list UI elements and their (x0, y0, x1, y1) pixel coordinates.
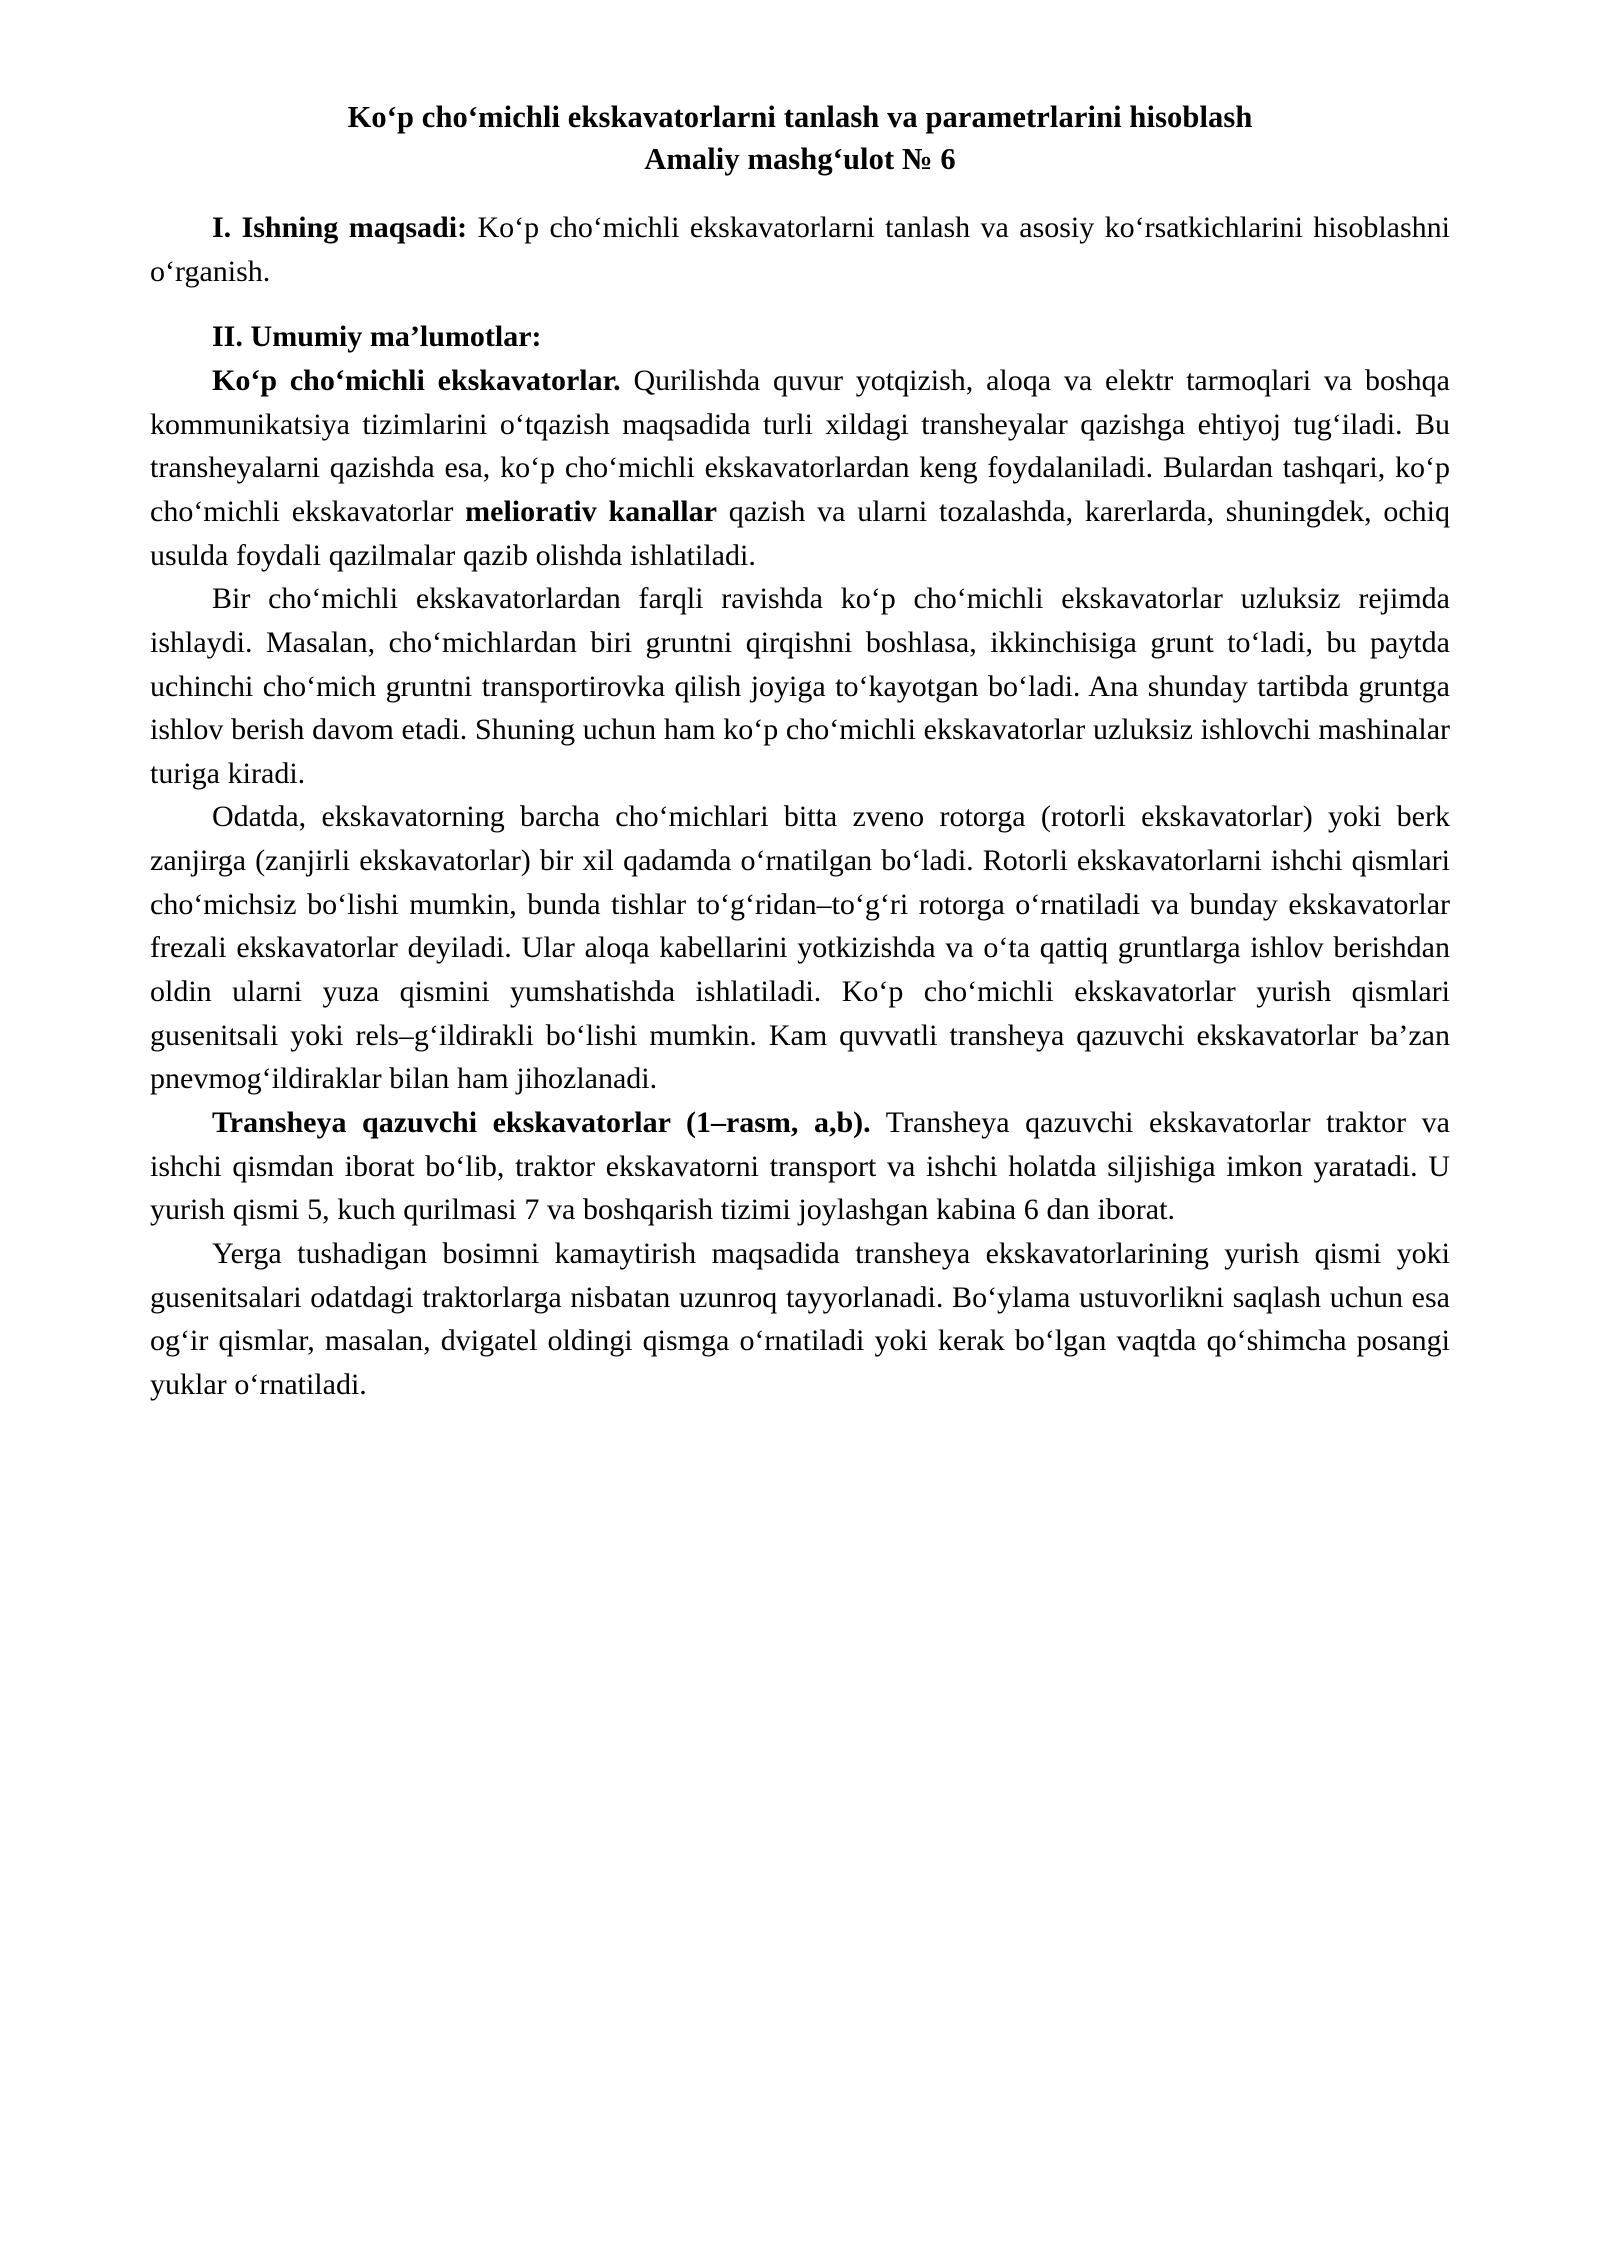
spacer (150, 293, 1450, 315)
paragraph-goal (150, 206, 1450, 293)
page-title-line-2: Amaliy mashg‘ulot № 6 (644, 142, 956, 177)
page-title (150, 96, 1450, 180)
paragraph-ground-pressure: Yerga tushadigan bosimni kamaytirish maqsadida transheya ekskavatorlarining yurish qismi yoki gusenitsalari odatdagi traktorlarga nisbatan uzunroq tayyorlanadi. Bo‘ylama ustuvorlikni saqlash uchun esa og‘ir qismlar, masalan, dvigatel oldingi qismga o‘rnatiladi yoki kerak bo‘lgan vaqtda qo‘shimcha posangi yuklar o‘rnatiladi. (150, 1236, 1450, 1401)
paragraph-text-1b: qazish va ularni tozalashda, karerlarda, shuningdek, ochiq usulda foydali qazilmalar qazib olishda ishlatiladi. (150, 495, 1451, 572)
paragraph-continuous-operation: Bir cho‘michli ekskavatorlardan farqli ravishda ko‘p cho‘michli ekskavatorlar uzluksiz rejimda ishlaydi. Masalan, cho‘michlardan biri gruntni qirqishni boshlasa, ikkinchisiga grunt to‘ladi, bu paytda uchinchi cho‘mich gruntni transportirovka qilish joyiga to‘kayotgan bo‘ladi. Ana shunday tartibda gruntga ishlov berish davom etadi. Shuning uchun ham ko‘p cho‘michli ekskavatorlar uzluksiz ishlovchi mashinalar turiga kiradi. (150, 582, 1450, 790)
paragraph-trench-excavators (150, 1101, 1450, 1232)
page-title-line-1: Ko‘p cho‘michli ekskavatorlarni tanlash va parametrlarini hisoblash (347, 100, 1253, 134)
paragraph-text-1a: Qurilishda quvur yotqizish, aloqa va elektr tarmoqlari va boshqa kommunikatsiya tizimlarini o‘tqazish maqsadida turli xildagi transheyalar qazishga ehtiyoj tug‘iladi. Bu transheyalarni qazishda esa, ko‘p cho‘michli ekskavatorlardan keng foydalaniladi. Bulardan tashqari, ko‘p cho‘michli ekskavatorlar (150, 364, 1450, 528)
paragraph-lead-4: Transheya qazuvchi ekskavatorlar (1–rasm, a,b). (212, 1105, 871, 1139)
goal-heading: I. Ishning maqsadi: (212, 211, 468, 245)
paragraph-multi-bucket-excavators (150, 359, 1450, 577)
heading-general-info (150, 315, 1450, 359)
paragraph-lead-1: Ko‘p cho‘michli ekskavatorlar. (212, 364, 621, 398)
paragraph-bold-meliorativ-kanallar: meliorativ kanallar (465, 495, 717, 528)
general-heading: II. Umumiy ma’lumotlar: (212, 320, 542, 354)
paragraph-rotor-chain-types: Odatda, ekskavatorning barcha cho‘michlari bitta zveno rotorga (rotorli ekskavatorlar) yoki berk zanjirga (zanjirli ekskavatorlar) bir xil qadamda o‘rnatilgan bo‘ladi. Rotorli ekskavatorlarni ishchi qismlari cho‘michsiz bo‘lishi mumkin, bunda tishlar to‘g‘ridan–to‘g‘ri rotorga o‘rnatiladi va bunday ekskavatorlar frezali ekskavatorlar deyiladi. Ular aloqa kabellarini yotkizishda va o‘ta qattiq gruntlarga ishlov berishdan oldin ularni yuza qismini yumshatishda ishlatiladi. Ko‘p cho‘michli ekskavatorlar yurish qismlari gusenitsali yoki rels–g‘ildirakli bo‘lishi mumkin. Kam quvvatli transheya qazuvchi ekskavatorlar ba’zan pnevmog‘ildiraklar bilan ham jihozlanadi. (150, 800, 1450, 1096)
document-body (150, 206, 1450, 1406)
goal-text: Ko‘p cho‘michli ekskavatorlarni tanlash va asosiy ko‘rsatkichlarini hisoblashni o‘rganish. (150, 211, 1450, 288)
paragraph-text-4a: Transheya qazuvchi ekskavatorlar traktor va ishchi qismdan iborat bo‘lib, traktor ekskavatorni transport va ishchi holatda siljishiga imkon yaratadi. U yurish qismi 5, kuch qurilmasi 7 va boshqarish tizimi joylashgan kabina 6 dan iborat. (150, 1105, 1450, 1227)
